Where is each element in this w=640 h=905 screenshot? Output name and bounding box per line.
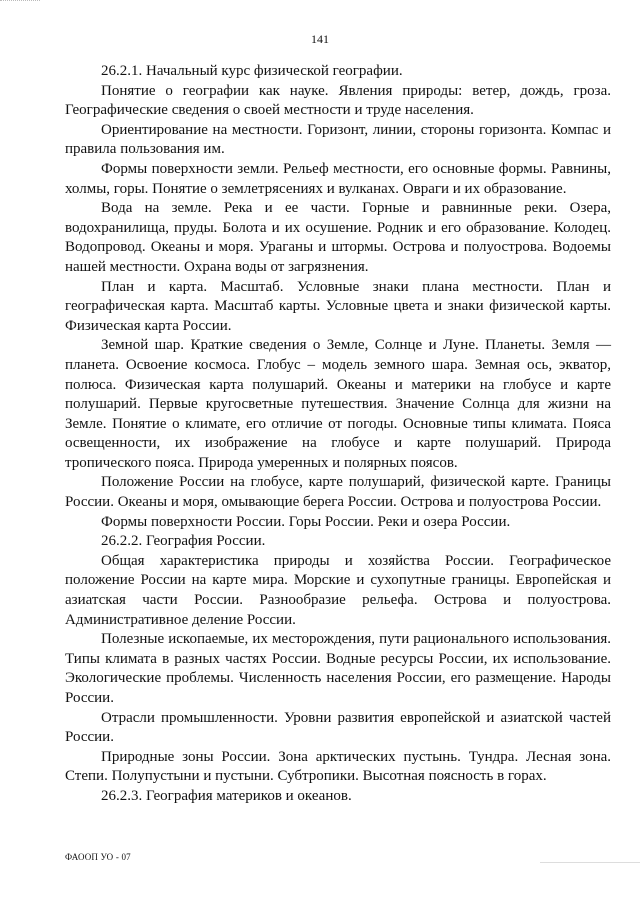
paragraph-orientation: Ориентирование на местности. Горизонт, линии, стороны горизонта. Компас и правила пользования им. [65, 121, 611, 158]
paragraph-minerals: Полезные ископаемые, их месторождения, пути рационального использования. Типы климата в разных частях России. Водные ресурсы России, их использование. Экологические проблемы. Численность населения России, его размещение. Народы России. [65, 631, 611, 706]
scan-edge-line [540, 862, 640, 864]
paragraph-land-forms: Формы поверхности земли. Рельеф местности, его основные формы. Равнины, холмы, горы. Понятие о землетрясениях и вулканах. Овраги и их образование. [65, 160, 611, 197]
section-heading-26-2-3: 26.2.3. География материков и океанов. [101, 787, 352, 804]
section-heading-26-2-2: 26.2.2. География России. [101, 533, 266, 550]
page-number: 141 [311, 32, 329, 46]
paragraph-russia-position: Положение России на глобусе, карте полушарий, физической карте. Границы России. Океаны и моря, омывающие берега России. Острова и полуострова России. [65, 474, 611, 511]
page-footer: ФАООП УО - 07 [65, 852, 131, 862]
document-body [65, 62, 611, 807]
paragraph-geography-concept: Понятие о географии как науке. Явления природы: ветер, дождь, гроза. Географические сведения о своей местности и труде населения. [65, 82, 611, 119]
paragraph-russia-surface: Формы поверхности России. Горы России. Реки и озера России. [101, 513, 511, 530]
scan-edge-mark [0, 0, 40, 3]
section-heading-26-2-1: 26.2.1. Начальный курс физической географии. [101, 63, 403, 79]
paragraph-natural-zones: Природные зоны России. Зона арктических пустынь. Тундра. Лесная зона. Степи. Полупустыни и пустыни. Субтропики. Высотная поясность в горах. [65, 748, 611, 785]
paragraph-water: Вода на земле. Река и ее части. Горные и равнинные реки. Озера, водохранилища, пруды. Болота и их осушение. Родник и его образование. Колодец. Водопровод. Океаны и моря. Ураганы и штормы. Острова и полуострова. Водоемы нашей местности. Охрана воды от загрязнения. [65, 200, 611, 275]
paragraph-russia-overview: Общая характеристика природы и хозяйства России. Географическое положение России на карте мира. Морские и сухопутные границы. Европейская и азиатская части России. Разнообразие рельефа. Острова и полуострова. Административное деление России. [65, 552, 611, 628]
paragraph-industry: Отрасли промышленности. Уровни развития европейской и азиатской частей России. [65, 709, 611, 746]
paragraph-plan-and-map: План и карта. Масштаб. Условные знаки плана местности. План и географическая карта. Масштаб карты. Условные цвета и знаки физической карты. Физическая карта России. [65, 278, 611, 334]
paragraph-earth: Земной шар. Краткие сведения о Земле, Солнце и Луне. Планеты. Земля — планета. Освоение космоса. Глобус – модель земного шара. Земная ось, экватор, полюса. Физическая карта полушарий. Океаны и материки на глобусе и карте полушарий. Первые кругосветные путешествия. Значение Солнца для жизни на Земле. Понятие о климате, его отличие от погоды. Основные типы климата. Пояса освещенности, их изображение на глобусе и карте полушарий. Природа тропического пояса. Природа умеренных и полярных поясов. [65, 337, 611, 471]
